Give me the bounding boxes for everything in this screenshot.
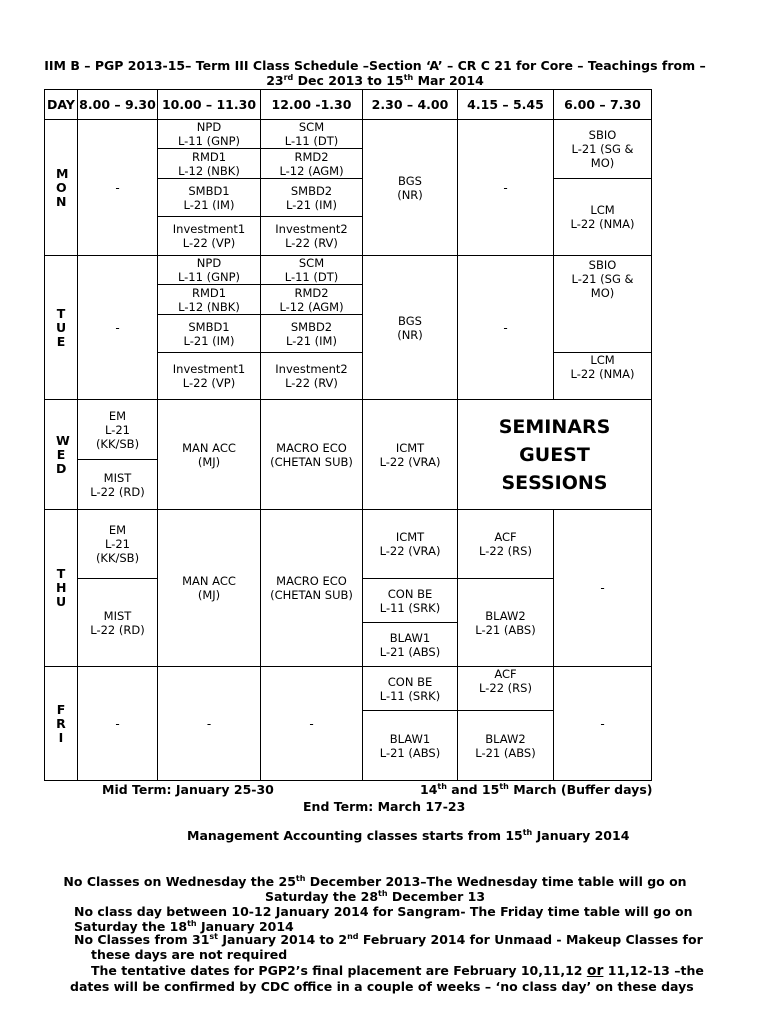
- header-slot-6: 6.00 – 7.30: [554, 90, 652, 120]
- thu-con-be: CON BE L-11 (SRK): [363, 579, 458, 623]
- thu-blaw2: BLAW2 L-21 (ABS): [458, 579, 554, 667]
- wed-mist: MIST L-22 (RD): [78, 460, 158, 510]
- fri-slot6-empty: -: [554, 667, 652, 781]
- thu-acf: ACF L-22 (RS): [458, 510, 554, 579]
- day-mon: MON: [45, 120, 78, 256]
- tue-scm: SCM L-11 (DT): [261, 256, 363, 285]
- tue-lcm: LCM L-22 (NMA): [554, 353, 652, 400]
- schedule-title: [40, 58, 710, 88]
- header-slot-4: 2.30 – 4.00: [363, 90, 458, 120]
- note-wednesday: No Classes on Wednesday the 25th December 2013–The Wednesday time table will go on Saturday the 28th December 13: [63, 873, 687, 904]
- day-thu: THU: [45, 510, 78, 667]
- thu-em: EM L-21 (KK/SB): [78, 510, 158, 579]
- fri-acf: ACF L-22 (RS): [458, 667, 554, 711]
- mid-term-note: Mid Term: January 25-30: [102, 782, 274, 797]
- title-line-1: IIM B – PGP 2013-15– Term III Class Schedule –Section ‘A’ – CR C 21 for Core – Teachings from –: [44, 58, 706, 73]
- thu-slot6-empty: -: [554, 510, 652, 667]
- header-day: DAY: [45, 90, 78, 120]
- mon-npd: NPD L-11 (GNP): [158, 120, 261, 149]
- wed-icmt: ICMT L-22 (VRA): [363, 400, 458, 510]
- header-slot-2: 10.00 – 11.30: [158, 90, 261, 120]
- wed-row: [45, 400, 652, 460]
- schedule-table: [44, 89, 652, 781]
- header-row: [45, 90, 652, 120]
- mon-investment2: Investment2 L-22 (RV): [261, 217, 363, 256]
- mon-rmd2: RMD2 L-12 (AGM): [261, 149, 363, 179]
- thu-icmt: ICMT L-22 (VRA): [363, 510, 458, 579]
- mon-scm: SCM L-11 (DT): [261, 120, 363, 149]
- note-sangram: No class day between 10-12 January 2014 for Sangram- The Friday time table will go on Saturday the 18th January 2014: [74, 904, 693, 934]
- mon-smbd2: SMBD2 L-21 (IM): [261, 179, 363, 217]
- tue-npd: NPD L-11 (GNP): [158, 256, 261, 285]
- note-placement: The tentative dates for PGP2’s final placement are February 10,11,12 or 11,12-13 –the dates will be confirmed by CDC office in a couple of weeks – ‘no class day’ on these days: [70, 963, 704, 994]
- day-fri: FRI: [45, 667, 78, 781]
- end-term-note: End Term: March 17-23: [303, 799, 466, 814]
- note-unmaad: No Classes from 31st January 2014 to 2nd February 2014 for Unmaad - Makeup Classes for these days are not required: [74, 931, 703, 962]
- header-slot-3: 12.00 -1.30: [261, 90, 363, 120]
- fri-row: [45, 667, 652, 711]
- title-line-2: 23rd Dec 2013 to 15th Mar 2014: [266, 72, 484, 88]
- mon-smbd1: SMBD1 L-21 (IM): [158, 179, 261, 217]
- tue-investment1: Investment1 L-22 (VP): [158, 353, 261, 400]
- fri-slot1-empty: -: [78, 667, 158, 781]
- wed-man-acc: MAN ACC (MJ): [158, 400, 261, 510]
- header-slot-1: 8.00 – 9.30: [78, 90, 158, 120]
- fri-slot2-empty: -: [158, 667, 261, 781]
- mon-slot1-empty: -: [78, 120, 158, 256]
- mon-rmd1: RMD1 L-12 (NBK): [158, 149, 261, 179]
- wed-em: EM L-21 (KK/SB): [78, 400, 158, 460]
- thu-macro-eco: MACRO ECO (CHETAN SUB): [261, 510, 363, 667]
- tue-slot5-empty: -: [458, 256, 554, 400]
- wed-macro-eco: MACRO ECO (CHETAN SUB): [261, 400, 363, 510]
- thu-mist: MIST L-22 (RD): [78, 579, 158, 667]
- mon-investment1: Investment1 L-22 (VP): [158, 217, 261, 256]
- tue-smbd2: SMBD2 L-21 (IM): [261, 315, 363, 353]
- buffer-days-note: 14th and 15th March (Buffer days): [420, 781, 653, 797]
- tue-rmd2: RMD2 L-12 (AGM): [261, 285, 363, 315]
- thu-blaw1: BLAW1 L-21 (ABS): [363, 623, 458, 667]
- mon-sbio: SBIO L-21 (SG & MO): [554, 120, 652, 179]
- tue-sbio: SBIO L-21 (SG & MO): [554, 256, 652, 353]
- mon-bgs: BGS (NR): [363, 120, 458, 256]
- wed-seminars-guest-sessions: SEMINARS GUEST SESSIONS: [458, 400, 652, 510]
- tue-slot1-empty: -: [78, 256, 158, 400]
- mon-slot5-empty: -: [458, 120, 554, 256]
- day-tue: TUE: [45, 256, 78, 400]
- tue-smbd1: SMBD1 L-21 (IM): [158, 315, 261, 353]
- mon-lcm: LCM L-22 (NMA): [554, 179, 652, 256]
- fri-slot3-empty: -: [261, 667, 363, 781]
- tue-investment2: Investment2 L-22 (RV): [261, 353, 363, 400]
- fri-blaw2: BLAW2 L-21 (ABS): [458, 711, 554, 781]
- day-wed: WED: [45, 400, 78, 510]
- fri-blaw1: BLAW1 L-21 (ABS): [363, 711, 458, 781]
- tue-bgs: BGS (NR): [363, 256, 458, 400]
- fri-con-be: CON BE L-11 (SRK): [363, 667, 458, 711]
- tue-row: [45, 256, 652, 285]
- tue-rmd1: RMD1 L-12 (NBK): [158, 285, 261, 315]
- thu-row: [45, 510, 652, 579]
- man-acc-start-note: Management Accounting classes starts from 15th January 2014: [187, 827, 630, 843]
- header-slot-5: 4.15 – 5.45: [458, 90, 554, 120]
- mon-row: [45, 120, 652, 149]
- thu-man-acc: MAN ACC (MJ): [158, 510, 261, 667]
